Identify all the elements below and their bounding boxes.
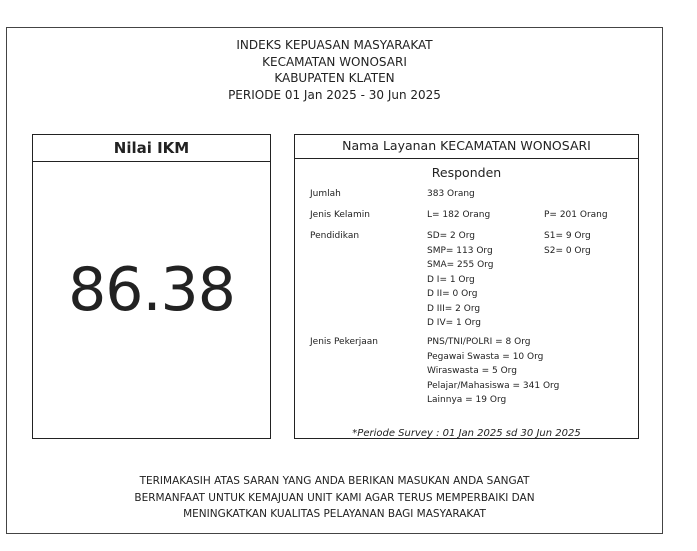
report-header <box>7 37 662 103</box>
service-title: Nama Layanan KECAMATAN WONOSARI <box>295 135 638 159</box>
respondents-heading: Responden <box>431 165 502 180</box>
footer-line: TERIMAKASIH ATAS SARAN YANG ANDA BERIKAN MASUKAN ANDA SANGAT <box>139 475 530 487</box>
education-item: D IV= 1 Org <box>427 318 481 328</box>
occupation-label: Jenis Pekerjaan <box>310 337 378 347</box>
occupation-item: PNS/TNI/POLRI = 8 Org <box>427 337 531 347</box>
education-item: SMA= 255 Org <box>427 260 494 270</box>
occupation-item: Wiraswasta = 5 Org <box>427 366 517 376</box>
education-item: D II= 0 Org <box>427 289 478 299</box>
education-label: Pendidikan <box>310 231 360 241</box>
report-card <box>6 27 663 534</box>
thank-you-message <box>7 473 662 523</box>
education-item: D I= 1 Org <box>427 274 475 285</box>
survey-period-note: *Periode Survey : 01 Jan 2025 sd 30 Jun 2025 <box>352 428 581 439</box>
gender-male: L= 182 Orang <box>427 210 491 220</box>
education-item: SMP= 113 Org <box>427 245 493 256</box>
footer-line: MENINGKATKAN KUALITAS PELAYANAN BAGI MASYARAKAT <box>183 508 486 520</box>
education-item: S2= 0 Org <box>544 245 591 256</box>
header-district: KECAMATAN WONOSARI <box>262 54 407 69</box>
header-regency: KABUPATEN KLATEN <box>274 71 395 85</box>
occupation-item: Lainnya = 19 Org <box>427 395 507 405</box>
occupation-list <box>427 335 559 408</box>
jumlah-value: 383 Orang <box>427 189 475 199</box>
header-period: PERIODE 01 Jan 2025 - 30 Jun 2025 <box>228 87 441 102</box>
occupation-item: Pegawai Swasta = 10 Org <box>427 351 544 362</box>
service-panel <box>294 134 639 439</box>
gender-label: Jenis Kelamin <box>310 210 370 220</box>
ikm-value: 86.38 <box>68 255 235 325</box>
occupation-item: Pelajar/Mahasiswa = 341 Org <box>427 380 560 391</box>
education-list-1 <box>427 229 493 331</box>
ikm-panel <box>32 134 271 439</box>
header-title: INDEKS KEPUASAN MASYARAKAT <box>236 38 433 52</box>
education-list-2 <box>544 229 591 258</box>
ikm-title: Nilai IKM <box>33 135 270 162</box>
education-item: S1= 9 Org <box>544 231 591 241</box>
jumlah-label: Jumlah <box>310 189 341 199</box>
gender-female: P= 201 Orang <box>544 210 608 220</box>
education-item: SD= 2 Org <box>427 231 475 241</box>
footer-line: BERMANFAAT UNTUK KEMAJUAN UNIT KAMI AGAR TERUS MEMPERBAIKI DAN <box>134 491 535 504</box>
education-item: D III= 2 Org <box>427 303 481 314</box>
